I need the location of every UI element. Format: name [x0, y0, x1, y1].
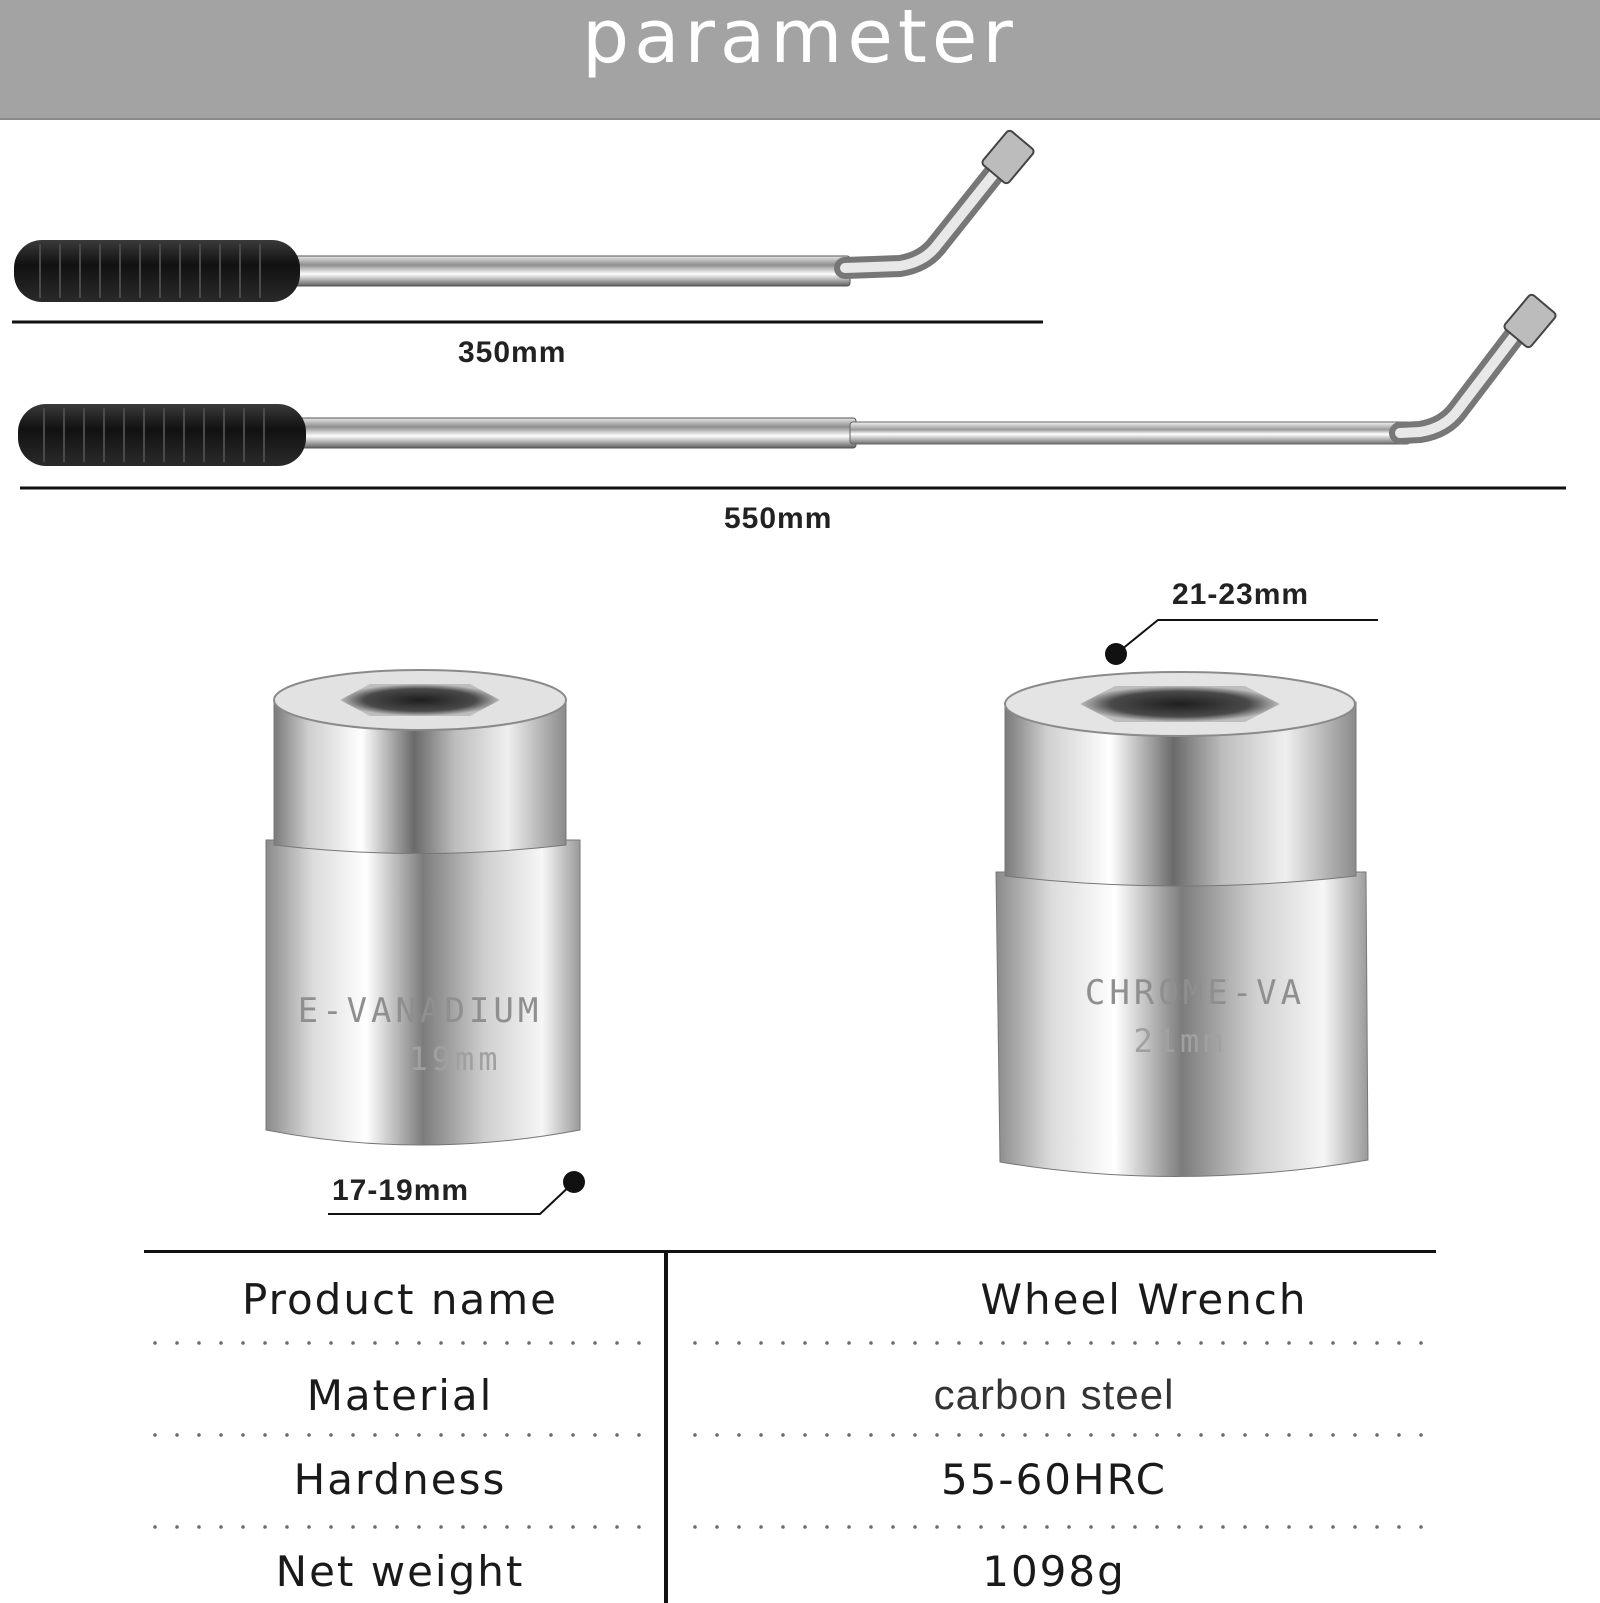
row-separator: [144, 1433, 1436, 1437]
socket-large: [996, 672, 1368, 1177]
spec-label: Material: [306, 1371, 494, 1420]
spec-value: Wheel Wrench: [980, 1275, 1308, 1324]
spec-label: Hardness: [293, 1455, 507, 1504]
socket-large-mark-line1: CHROME-VA: [1084, 973, 1306, 1013]
callout-large: [1105, 620, 1378, 665]
row-separator: [144, 1341, 1436, 1345]
spec-value: carbon steel: [933, 1371, 1175, 1418]
spec-table: [144, 1250, 1436, 1603]
spec-label: Product name: [242, 1275, 558, 1324]
socket-large-mark-line2: 21mm: [1133, 1022, 1227, 1060]
wrench-short: [14, 129, 1035, 302]
dimension-label-small-socket: 17-19mm: [332, 1174, 470, 1207]
row-separator: [144, 1525, 1436, 1529]
wrench-long: [18, 293, 1557, 466]
page-title: parameter: [582, 0, 1018, 80]
socket-small: [266, 670, 580, 1145]
spec-value: 1098g: [982, 1547, 1126, 1596]
spec-value: 55-60HRC: [940, 1455, 1168, 1504]
socket-small-mark-line2: 19mm: [408, 1040, 502, 1078]
dimension-label-short: 350mm: [458, 336, 567, 369]
spec-label: Net weight: [275, 1547, 525, 1596]
table-divider: [664, 1253, 668, 1603]
dimension-label-long: 550mm: [724, 502, 833, 535]
dimension-label-large-socket: 21-23mm: [1172, 578, 1310, 611]
socket-small-mark-line1: E-VANADIUM: [297, 991, 543, 1031]
